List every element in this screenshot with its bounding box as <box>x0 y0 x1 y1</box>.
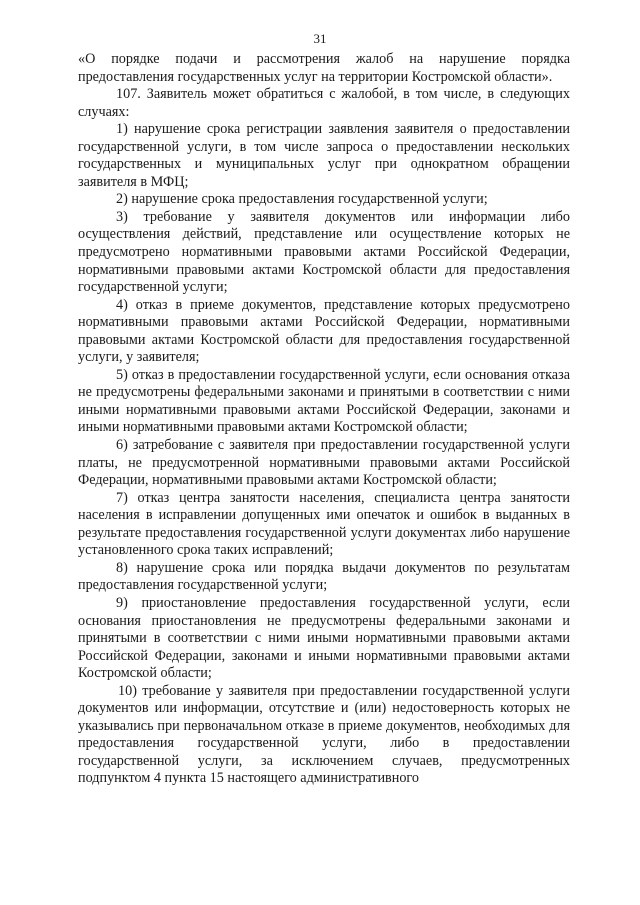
document-body <box>78 51 570 788</box>
list-item-6: 6) затребование с заявителя при предоставлении государственной услуги платы, не предусмотренной нормативными правовыми актами Российской Федерации, нормативными правовыми актами Костромской области; <box>78 437 570 489</box>
list-item-7: 7) отказ центра занятости населения, специалиста центра занятости населения в исправлении допущенных ими опечаток и ошибок в выданных в результате предоставления государственной услуги документах либо нарушение установленного срока таких исправлений; <box>78 489 570 559</box>
list-item-9: 9) приостановление предоставления государственной услуги, если основания приостановления не предусмотрены федеральными законами и принятыми в соответствии с ними иными нормативными правовыми актами Российской Федерации, законами и иными нормативными правовыми актами Костромской области; <box>78 594 570 682</box>
paragraph-107: 107. Заявитель может обратиться с жалобой, в том числе, в следующих случаях: <box>78 86 570 120</box>
list-item-8: 8) нарушение срока или порядка выдачи документов по результатам предоставления государственной услуги; <box>78 559 570 594</box>
list-item-1: 1) нарушение срока регистрации заявления заявителя о предоставлении государственной услуги, в том числе запроса о предоставлении нескольких государственных и муниципальных услуг при однократном обращении заявителя в МФЦ; <box>78 121 570 190</box>
paragraph-quote-end: «О порядке подачи и рассмотрения жалоб на нарушение порядка предоставления государственных услуг на территории Костромской области». <box>78 51 570 85</box>
list-item-3: 3) требование у заявителя документов или информации либо осуществления действий, представление или осуществление которых не предусмотрено нормативными правовыми актами Российской Федерации, нормативными правовыми актами Костромской области для предоставления государственной услуги; <box>78 208 570 296</box>
list-item-4: 4) отказ в приеме документов, представление которых предусмотрено нормативными правовыми актами Российской Федерации, нормативными правовыми актами Костромской области для предоставления государственной услуги, у заявителя; <box>78 296 570 366</box>
list-item-10: 10) требование у заявителя при предоставлении государственной услуги документов или информации, отсутствие и (или) недостоверность которых не указывались при первоначальном отказе в приеме документов, необходимых для предоставления государственной услуги, либо в предоставлении государственной услуги, за исключением случаев, предусмотренных подпунктом 4 пункта 15 настоящего административного <box>78 682 570 787</box>
page-number: 31 <box>313 31 327 46</box>
list-item-5: 5) отказ в предоставлении государственной услуги, если основания отказа не предусмотрены федеральными законами и принятыми в соответствии с ними иными нормативными правовыми актами Российской Федерации, законами и иными нормативными правовыми актами Костромской области; <box>78 366 570 436</box>
list-item-2: 2) нарушение срока предоставления государственной услуги; <box>116 191 488 208</box>
